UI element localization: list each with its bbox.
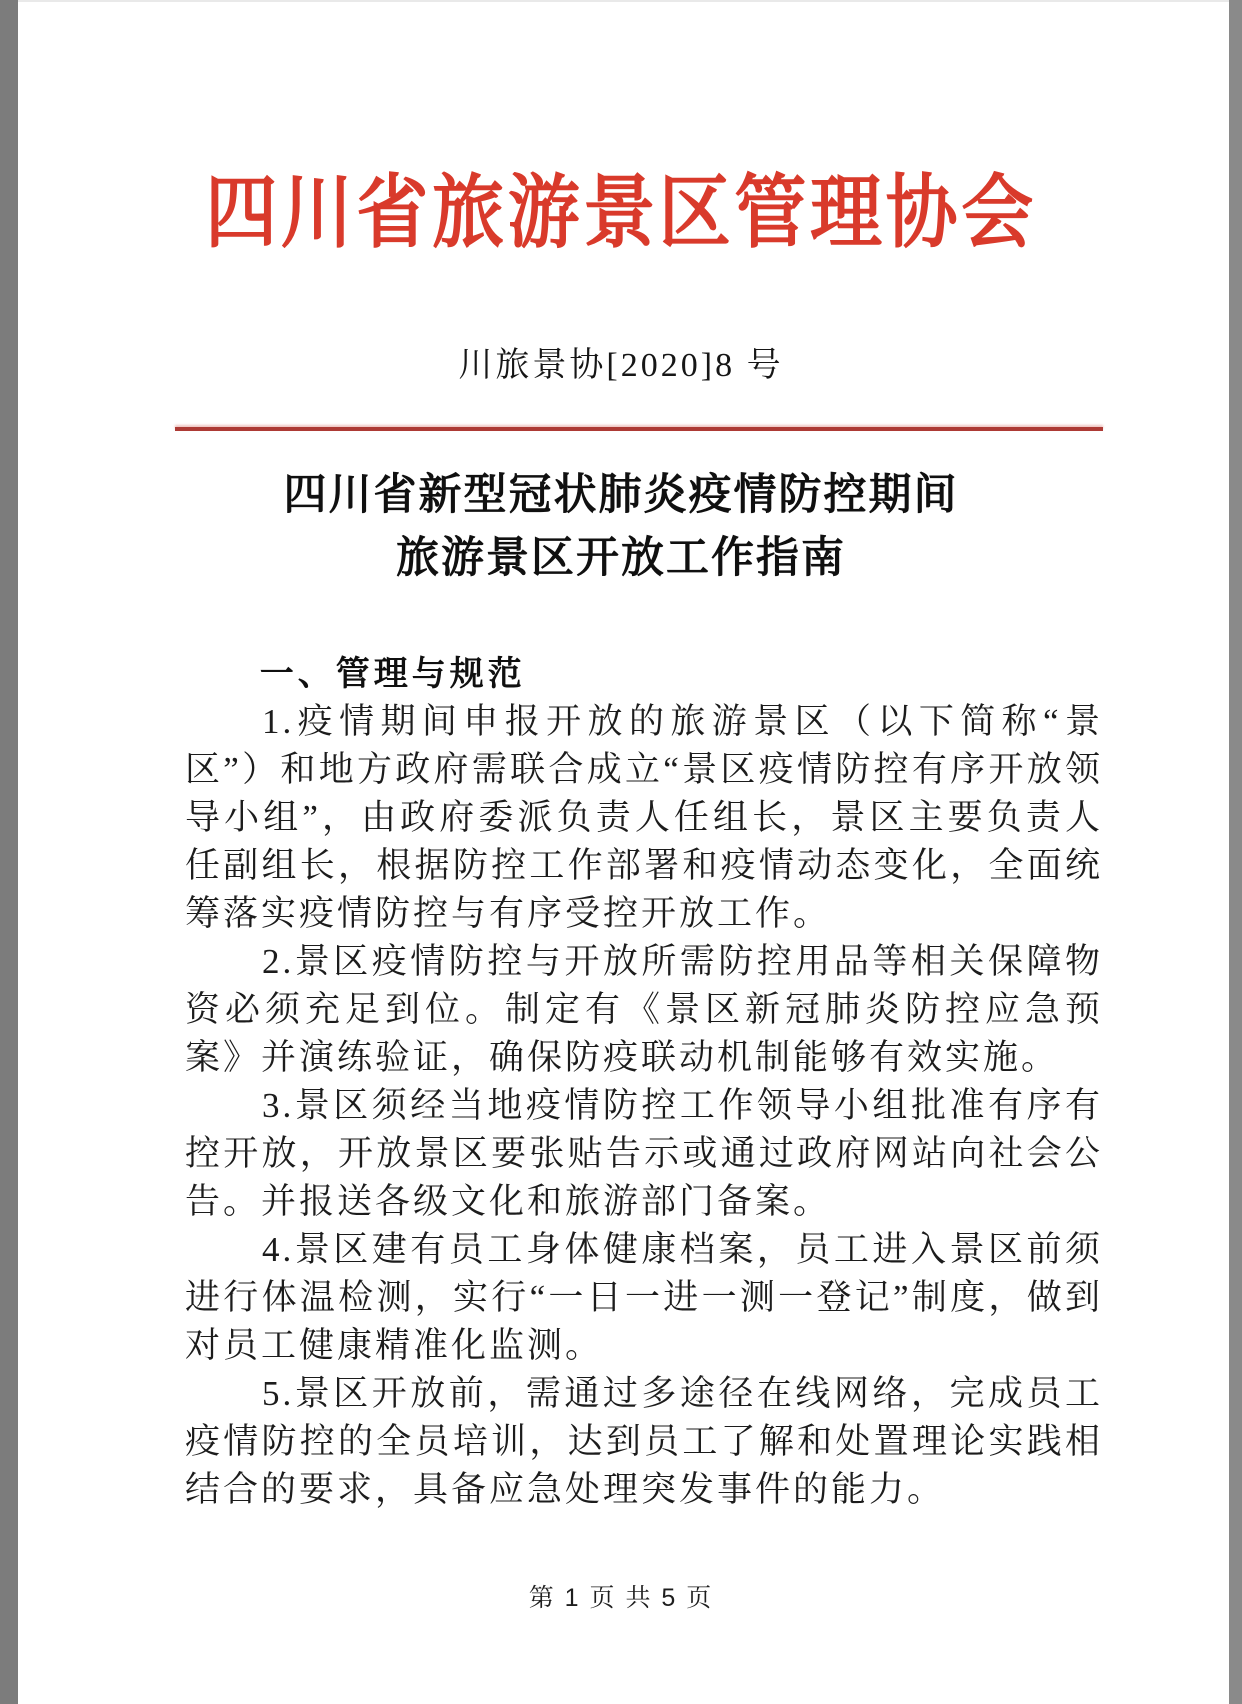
page-number-footer: 第 1 页 共 5 页 <box>528 1584 714 1612</box>
paragraph-2: 2.景区疫情防控与开放所需防控用品等相关保障物资必须充足到位。制定有《景区新冠肺炎防控应急预案》并演练验证，确保防疫联动机制能够有效实施。 <box>185 942 1103 1077</box>
paragraph-1: 1.疫情期间申报开放的旅游景区（以下简称“景区”）和地方政府需联合成立“景区疫情防控有序开放领导小组”，由政府委派负责人任组长，景区主要负责人任副组长，根据防控工作部署和疫情动态变化，全面统筹落实疫情防控与有序受控开放工作。 <box>185 702 1103 933</box>
document-body <box>185 650 1103 1514</box>
scan-edge-right <box>1229 0 1242 1704</box>
document-number: 川旅景协[2020]8 号 <box>458 347 784 384</box>
paragraph-5: 5.景区开放前，需通过多途径在线网络，完成员工疫情防控的全员培训，达到员工了解和处置理论实践相结合的要求，具备应急处理突发事件的能力。 <box>185 1374 1103 1509</box>
paragraph-3: 3.景区须经当地疫情防控工作领导小组批准有序有控开放，开放景区要张贴告示或通过政府网站向社会公告。并报送各级文化和旅游部门备案。 <box>185 1086 1103 1221</box>
scan-edge-left <box>0 0 18 1704</box>
letterhead-divider-line <box>175 427 1103 431</box>
letterhead-org-name: 四川省旅游景区管理协会 <box>205 170 1037 258</box>
paragraph-4: 4.景区建有员工身体健康档案，员工进入景区前须进行体温检测，实行“一日一进一测一登记”制度，做到对员工健康精准化监测。 <box>185 1230 1103 1365</box>
section-heading: 一、管理与规范 <box>259 655 526 693</box>
document-title-line2: 旅游景区开放工作指南 <box>396 534 846 582</box>
scan-edge-top <box>18 0 1229 2</box>
document-title <box>157 464 1085 590</box>
document-title-line1: 四川省新型冠状肺炎疫情防控期间 <box>283 471 959 519</box>
